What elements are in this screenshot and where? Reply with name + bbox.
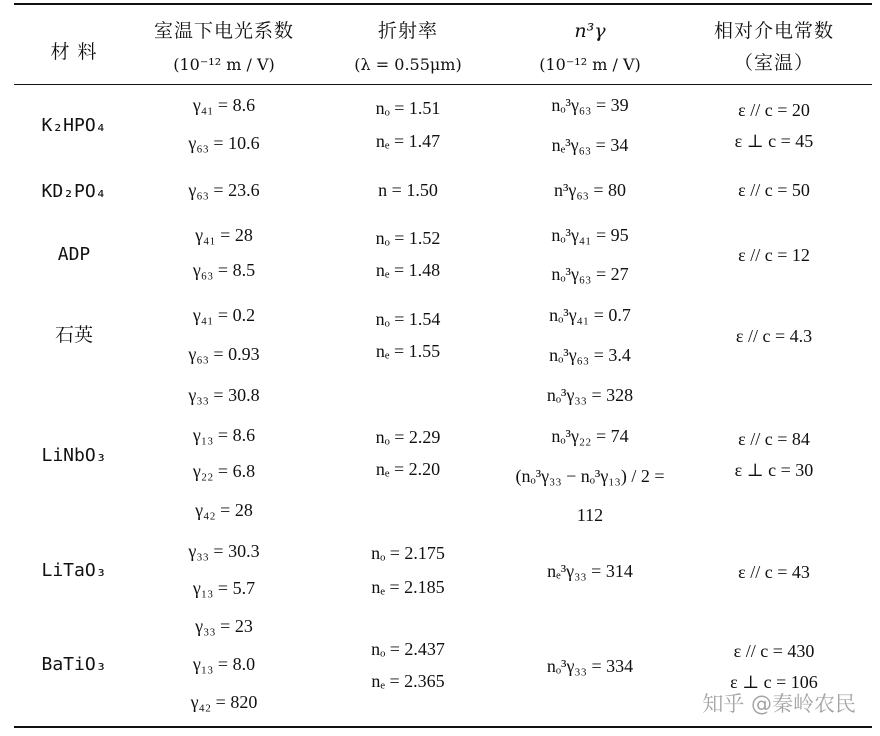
refractive-index: nₒ = 2.437 — [371, 639, 445, 659]
refractive-index: nₑ = 1.48 — [375, 260, 441, 280]
eo-coefficient: γ₁₃ = 5.7 — [192, 578, 256, 598]
eo-coefficient: γ₆₃ = 23.6 — [188, 180, 260, 200]
dielectric-value: ε ⊥ c = 45 — [734, 131, 814, 151]
n3-gamma-value: (nₒ³γ₃₃ − nₒ³γ₁₃) / 2 = — [515, 466, 665, 486]
eo-coefficient: γ₃₃ = 23 — [195, 616, 253, 636]
dielectric-value: ε // c = 12 — [738, 245, 810, 265]
row-material: BaTiO₃ — [41, 654, 107, 675]
header-refractive-index: 折射率 — [377, 20, 439, 42]
header-n3-gamma: n³γ — [574, 20, 606, 42]
row-material: ADP — [57, 244, 91, 265]
header-material: 材 料 — [50, 41, 98, 63]
eo-coefficient: γ₁₃ = 8.0 — [192, 654, 256, 674]
eo-coefficient: γ₆₃ = 0.93 — [188, 344, 260, 364]
n3-gamma-value: nₒ³γ₄₁ = 0.7 — [549, 305, 631, 325]
eo-coefficient: γ₆₃ = 10.6 — [188, 133, 260, 153]
n3-gamma-value: nₑ³γ₃₃ = 314 — [547, 561, 633, 581]
eo-coefficient: γ₄₂ = 28 — [195, 500, 253, 520]
n3-gamma-value: nₑ³γ₆₃ = 34 — [551, 135, 629, 155]
eo-coefficient: γ₄₁ = 28 — [195, 225, 253, 245]
dielectric-value: ε // c = 50 — [738, 180, 810, 200]
eo-coefficient: γ₂₂ = 6.8 — [192, 461, 256, 481]
header-dielectric-condition: （室温） — [733, 52, 815, 74]
table-header-rule — [14, 84, 872, 85]
eo-coefficient: γ₄₁ = 8.6 — [192, 95, 256, 115]
table-top-rule — [14, 3, 872, 5]
header-n3-gamma-unit: (10⁻¹² m / V) — [539, 55, 641, 74]
refractive-index: nₑ = 1.55 — [375, 341, 441, 361]
refractive-index: nₒ = 2.29 — [375, 427, 441, 447]
n3-gamma-value: nₒ³γ₆₃ = 39 — [551, 95, 629, 115]
n3-gamma-value: nₒ³γ₃₃ = 328 — [546, 385, 634, 405]
eo-coefficient: γ₃₃ = 30.3 — [188, 541, 260, 561]
eo-coefficient: γ₆₃ = 8.5 — [192, 260, 256, 280]
header-eo-coeff-unit: (10⁻¹² m / V) — [173, 55, 275, 74]
eo-coefficient: γ₁₃ = 8.6 — [192, 425, 256, 445]
refractive-index: nₒ = 1.52 — [375, 228, 441, 248]
dielectric-value: ε ⊥ c = 106 — [730, 672, 818, 692]
refractive-index: nₑ = 2.365 — [371, 671, 445, 691]
header-refractive-index-condition: (λ = 0.55μm) — [354, 55, 462, 74]
refractive-index: nₑ = 2.20 — [375, 459, 441, 479]
row-material: LiNbO₃ — [41, 445, 107, 466]
refractive-index: nₒ = 2.175 — [371, 543, 445, 563]
refractive-index: nₑ = 1.47 — [375, 131, 441, 151]
dielectric-value: ε // c = 20 — [738, 100, 810, 120]
n3-gamma-value: nₒ³γ₃₃ = 334 — [546, 656, 634, 676]
n3-gamma-value: n³γ₆₃ = 80 — [553, 180, 627, 200]
n3-gamma-value: nₒ³γ₂₂ = 74 — [551, 426, 629, 446]
dielectric-value: ε // c = 84 — [738, 429, 810, 449]
eo-coefficient: γ₃₃ = 30.8 — [188, 385, 260, 405]
header-dielectric-constant: 相对介电常数 — [713, 20, 835, 42]
dielectric-value: ε // c = 4.3 — [735, 326, 813, 346]
row-material: 石英 — [54, 324, 94, 346]
header-eo-coeff: 室温下电光系数 — [153, 20, 295, 42]
refractive-index: n = 1.50 — [378, 180, 438, 200]
eo-coefficient: γ₄₁ = 0.2 — [192, 305, 256, 325]
refractive-index: nₒ = 1.54 — [375, 309, 441, 329]
table-bottom-rule — [14, 726, 872, 728]
refractive-index: nₑ = 2.185 — [371, 577, 445, 597]
n3-gamma-value: nₒ³γ₆₃ = 3.4 — [549, 345, 631, 365]
watermark: 知乎 @秦岭农民 — [702, 692, 856, 716]
refractive-index: nₒ = 1.51 — [375, 98, 441, 118]
row-material: KD₂PO₄ — [41, 181, 107, 202]
dielectric-value: ε ⊥ c = 30 — [734, 460, 814, 480]
row-material: K₂HPO₄ — [41, 115, 107, 136]
dielectric-value: ε // c = 43 — [738, 562, 810, 582]
dielectric-value: ε // c = 430 — [733, 641, 815, 661]
eo-coefficient: γ₄₂ = 820 — [190, 692, 258, 712]
n3-gamma-value: 112 — [576, 505, 604, 525]
row-material: LiTaO₃ — [41, 560, 107, 581]
n3-gamma-value: nₒ³γ₆₃ = 27 — [551, 264, 629, 284]
n3-gamma-value: nₒ³γ₄₁ = 95 — [551, 225, 629, 245]
